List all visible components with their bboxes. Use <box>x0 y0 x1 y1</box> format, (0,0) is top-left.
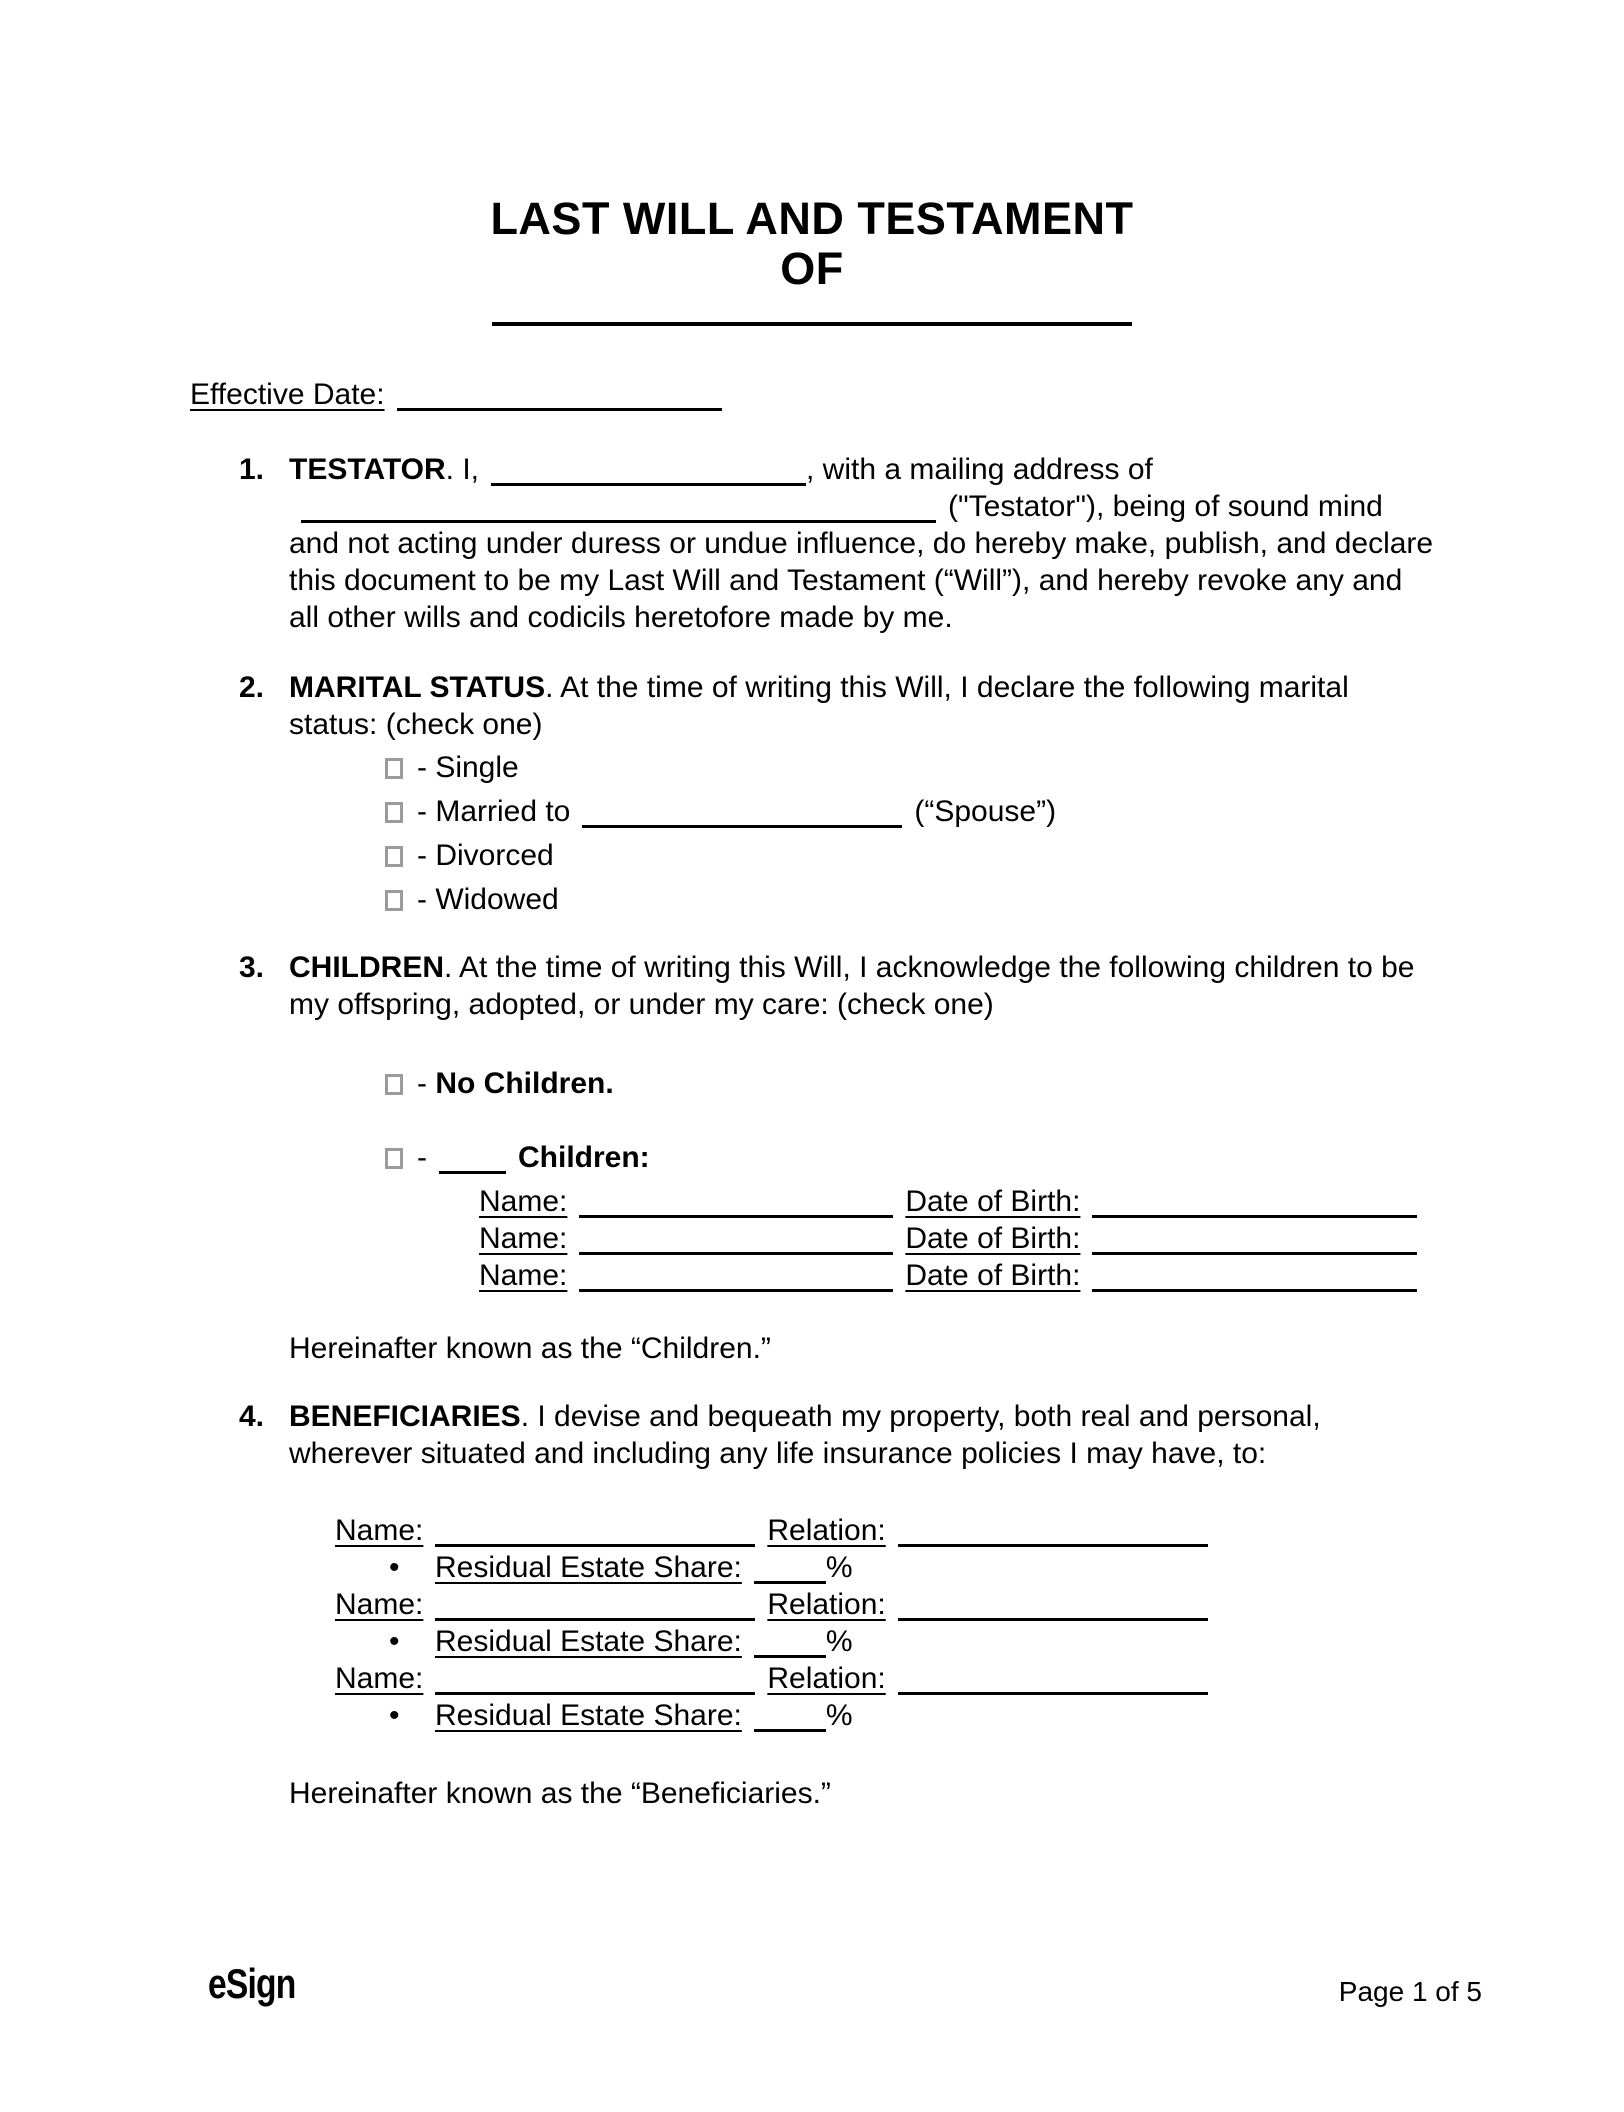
child-dob-blank[interactable] <box>1092 1189 1417 1218</box>
beneficiary-name-label: Name: <box>335 1514 424 1547</box>
child-dob-blank[interactable] <box>1092 1263 1417 1292</box>
beneficiary-name-label: Name: <box>335 1588 424 1621</box>
single-checkbox[interactable] <box>385 758 403 779</box>
section-number: 2. <box>239 671 265 704</box>
spouse-label: (“Spouse”) <box>914 795 1057 828</box>
section-testator <box>190 451 1434 636</box>
option-divorced <box>289 837 1434 875</box>
section-number: 1. <box>239 453 265 486</box>
page-number: Page 1 of 5 <box>1338 1976 1482 2007</box>
child-dob-label: Date of Birth: <box>905 1259 1081 1292</box>
option-married <box>289 793 1434 831</box>
children-rows <box>289 1183 1434 1294</box>
section-number: 4. <box>239 1400 265 1433</box>
children-intro <box>289 949 1434 1023</box>
testator-text: , with a mailing address of <box>806 453 1153 486</box>
no-children-label: No Children. <box>435 1067 614 1100</box>
title-line-2: OF <box>780 243 844 294</box>
section-beneficiaries <box>190 1398 1434 1812</box>
percent-sign: % <box>825 1551 853 1584</box>
bullet-icon: • <box>389 1699 400 1732</box>
children-checkbox[interactable] <box>385 1148 403 1169</box>
beneficiary-share-row <box>335 1697 1434 1734</box>
testator-text: . I, <box>445 453 480 486</box>
beneficiaries-intro-text: . I devise and bequeath my property, both real and personal, wherever situated and including any life insurance policies I may have, to: <box>289 1400 1321 1470</box>
testator-text: ("Testator"), being of sound mind and not acting under duress or undue influence, do hereby make, publish, and declare this document to be my Last Will and Testament (“Will”), and hereby revoke any and all other wills and codicils heretofore made by me. <box>289 490 1434 634</box>
beneficiary-rows <box>289 1512 1434 1734</box>
percent-sign: % <box>825 1699 853 1732</box>
beneficiary-relation-blank[interactable] <box>898 1518 1208 1547</box>
child-name-label: Name: <box>479 1222 568 1255</box>
divorced-label: - Divorced <box>417 839 554 872</box>
child-name-blank[interactable] <box>579 1263 893 1292</box>
married-checkbox[interactable] <box>385 802 403 823</box>
beneficiary-row <box>335 1660 1434 1697</box>
section-heading: BENEFICIARIES <box>289 1400 521 1433</box>
children-hereinafter: Hereinafter known as the “Children.” <box>289 1332 771 1365</box>
marital-intro-text: . At the time of writing this Will, I declare the following marital status: (check one) <box>289 671 1349 741</box>
option-no-children <box>289 1065 1434 1103</box>
beneficiary-relation-label: Relation: <box>767 1514 886 1547</box>
dash: - <box>417 1067 427 1100</box>
children-count-label: Children: <box>518 1141 650 1174</box>
residual-share-blank[interactable] <box>754 1555 826 1584</box>
section-children <box>190 949 1434 1367</box>
testator-paragraph <box>289 451 1434 636</box>
divorced-checkbox[interactable] <box>385 846 403 867</box>
option-widowed <box>289 881 1434 919</box>
section-heading: TESTATOR <box>289 453 446 486</box>
percent-sign: % <box>825 1625 853 1658</box>
child-row <box>479 1257 1434 1294</box>
residual-share-label: Residual Estate Share: <box>435 1625 742 1658</box>
bullet-icon: • <box>389 1625 400 1658</box>
beneficiary-name-blank[interactable] <box>435 1666 755 1695</box>
testator-name-title-blank[interactable] <box>492 322 1132 326</box>
child-name-blank[interactable] <box>579 1189 893 1218</box>
section-marital-status <box>190 669 1434 919</box>
beneficiary-row <box>335 1512 1434 1549</box>
effective-date-label: Effective Date: <box>190 378 385 411</box>
beneficiary-relation-blank[interactable] <box>898 1592 1208 1621</box>
child-name-blank[interactable] <box>579 1226 893 1255</box>
beneficiary-relation-label: Relation: <box>767 1588 886 1621</box>
beneficiary-name-blank[interactable] <box>435 1518 755 1547</box>
effective-date-row <box>190 376 1434 413</box>
section-heading: MARITAL STATUS <box>289 671 546 704</box>
mailing-address-blank[interactable] <box>301 494 936 523</box>
beneficiary-relation-label: Relation: <box>767 1662 886 1695</box>
single-label: - Single <box>417 751 519 784</box>
residual-share-label: Residual Estate Share: <box>435 1699 742 1732</box>
document-title <box>190 0 1434 294</box>
marital-intro <box>289 669 1434 743</box>
beneficiary-row <box>335 1586 1434 1623</box>
residual-share-blank[interactable] <box>754 1629 826 1658</box>
esign-logo: eSign <box>208 1960 296 2007</box>
spouse-name-blank[interactable] <box>582 799 902 828</box>
beneficiary-share-row <box>335 1623 1434 1660</box>
effective-date-blank[interactable] <box>397 382 722 411</box>
beneficiary-share-row <box>335 1549 1434 1586</box>
no-children-checkbox[interactable] <box>385 1074 403 1095</box>
bullet-icon: • <box>389 1551 400 1584</box>
beneficiary-name-blank[interactable] <box>435 1592 755 1621</box>
option-single <box>289 749 1434 787</box>
child-row <box>479 1183 1434 1220</box>
child-row <box>479 1220 1434 1257</box>
child-name-label: Name: <box>479 1259 568 1292</box>
option-children-count <box>289 1139 1434 1177</box>
widowed-label: - Widowed <box>417 883 559 916</box>
child-dob-label: Date of Birth: <box>905 1222 1081 1255</box>
section-number: 3. <box>239 951 265 984</box>
married-label: - Married to <box>417 795 571 828</box>
child-dob-label: Date of Birth: <box>905 1185 1081 1218</box>
beneficiary-name-label: Name: <box>335 1662 424 1695</box>
children-intro-text: . At the time of writing this Will, I acknowledge the following children to be my offspring, adopted, or under my care: (check one) <box>289 951 1415 1021</box>
testator-name-blank[interactable] <box>491 457 806 486</box>
section-heading: CHILDREN <box>289 951 444 984</box>
dash: - <box>417 1141 427 1174</box>
residual-share-label: Residual Estate Share: <box>435 1551 742 1584</box>
residual-share-blank[interactable] <box>754 1703 826 1732</box>
title-line-1: LAST WILL AND TESTAMENT <box>490 193 1134 244</box>
children-count-blank[interactable] <box>439 1145 506 1174</box>
beneficiaries-intro <box>289 1398 1434 1472</box>
beneficiaries-hereinafter: Hereinafter known as the “Beneficiaries.” <box>289 1777 831 1810</box>
child-name-label: Name: <box>479 1185 568 1218</box>
child-dob-blank[interactable] <box>1092 1226 1417 1255</box>
beneficiary-relation-blank[interactable] <box>898 1666 1208 1695</box>
widowed-checkbox[interactable] <box>385 890 403 911</box>
